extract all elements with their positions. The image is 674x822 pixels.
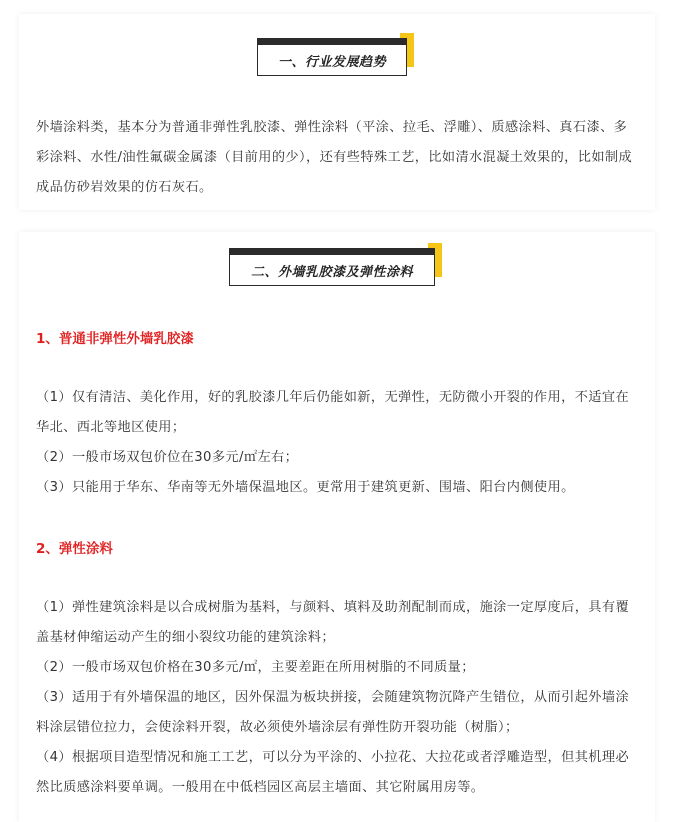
section-title-trend: 一、行业发展趋势	[257, 45, 407, 76]
list-item: （2）一般市场双包价位在30多元/㎡左右；	[36, 450, 299, 465]
elastic-coating-list	[36, 593, 638, 803]
subheading-latex-paint: 1、普通非弹性外墙乳胶漆	[36, 331, 194, 347]
section-title-coatings: 二、外墙乳胶漆及弹性涂料	[229, 255, 435, 286]
latex-paint-list	[36, 383, 638, 503]
section-title-badge	[229, 248, 435, 286]
list-item: （3）只能用于华东、华南等无外墙保温地区。更常用于建筑更新、围墙、阳台内侧使用。	[36, 480, 575, 495]
list-item: （2）一般市场双包价格在30多元/㎡，主要差距在所用树脂的不同质量；	[36, 660, 475, 675]
title-accent-bar	[257, 38, 407, 45]
list-item: （1）弹性建筑涂料是以合成树脂为基料，与颜料、填料及助剂配制而成，施涂一定厚度后，具有覆盖基材伸缩运动产生的细小裂纹功能的建筑涂料；	[36, 600, 630, 645]
list-item: （3）适用于有外墙保温的地区，因外保温为板块拼接，会随建筑物沉降产生错位，从而引起外墙涂料涂层错位拉力，会使涂料开裂，故必须使外墙涂层有弹性防开裂功能（树脂）；	[36, 690, 630, 735]
subheading-elastic-coating: 2、弹性涂料	[36, 541, 113, 557]
list-item: （4）根据项目造型情况和施工工艺，可以分为平涂的、小拉花、大拉花或者浮雕造型，但其机理必然比质感涂料要单调。一般用在中低档园区高层主墙面、其它附属用房等。	[36, 750, 630, 795]
title-accent-bar	[229, 248, 435, 255]
intro-paragraph: 外墙涂料类，基本分为普通非弹性乳胶漆、弹性涂料（平涂、拉毛、浮雕）、质感涂料、真石漆、多彩涂料、水性/油性氟碳金属漆（目前用的少），还有些特殊工艺，比如清水混凝土效果的，比如制成成品仿砂岩效果的仿石灰石。	[36, 120, 633, 195]
list-item: （1）仅有清洁、美化作用，好的乳胶漆几年后仍能如新，无弹性，无防微小开裂的作用，不适宜在华北、西北等地区使用；	[36, 390, 630, 435]
section-title-badge	[257, 38, 407, 76]
